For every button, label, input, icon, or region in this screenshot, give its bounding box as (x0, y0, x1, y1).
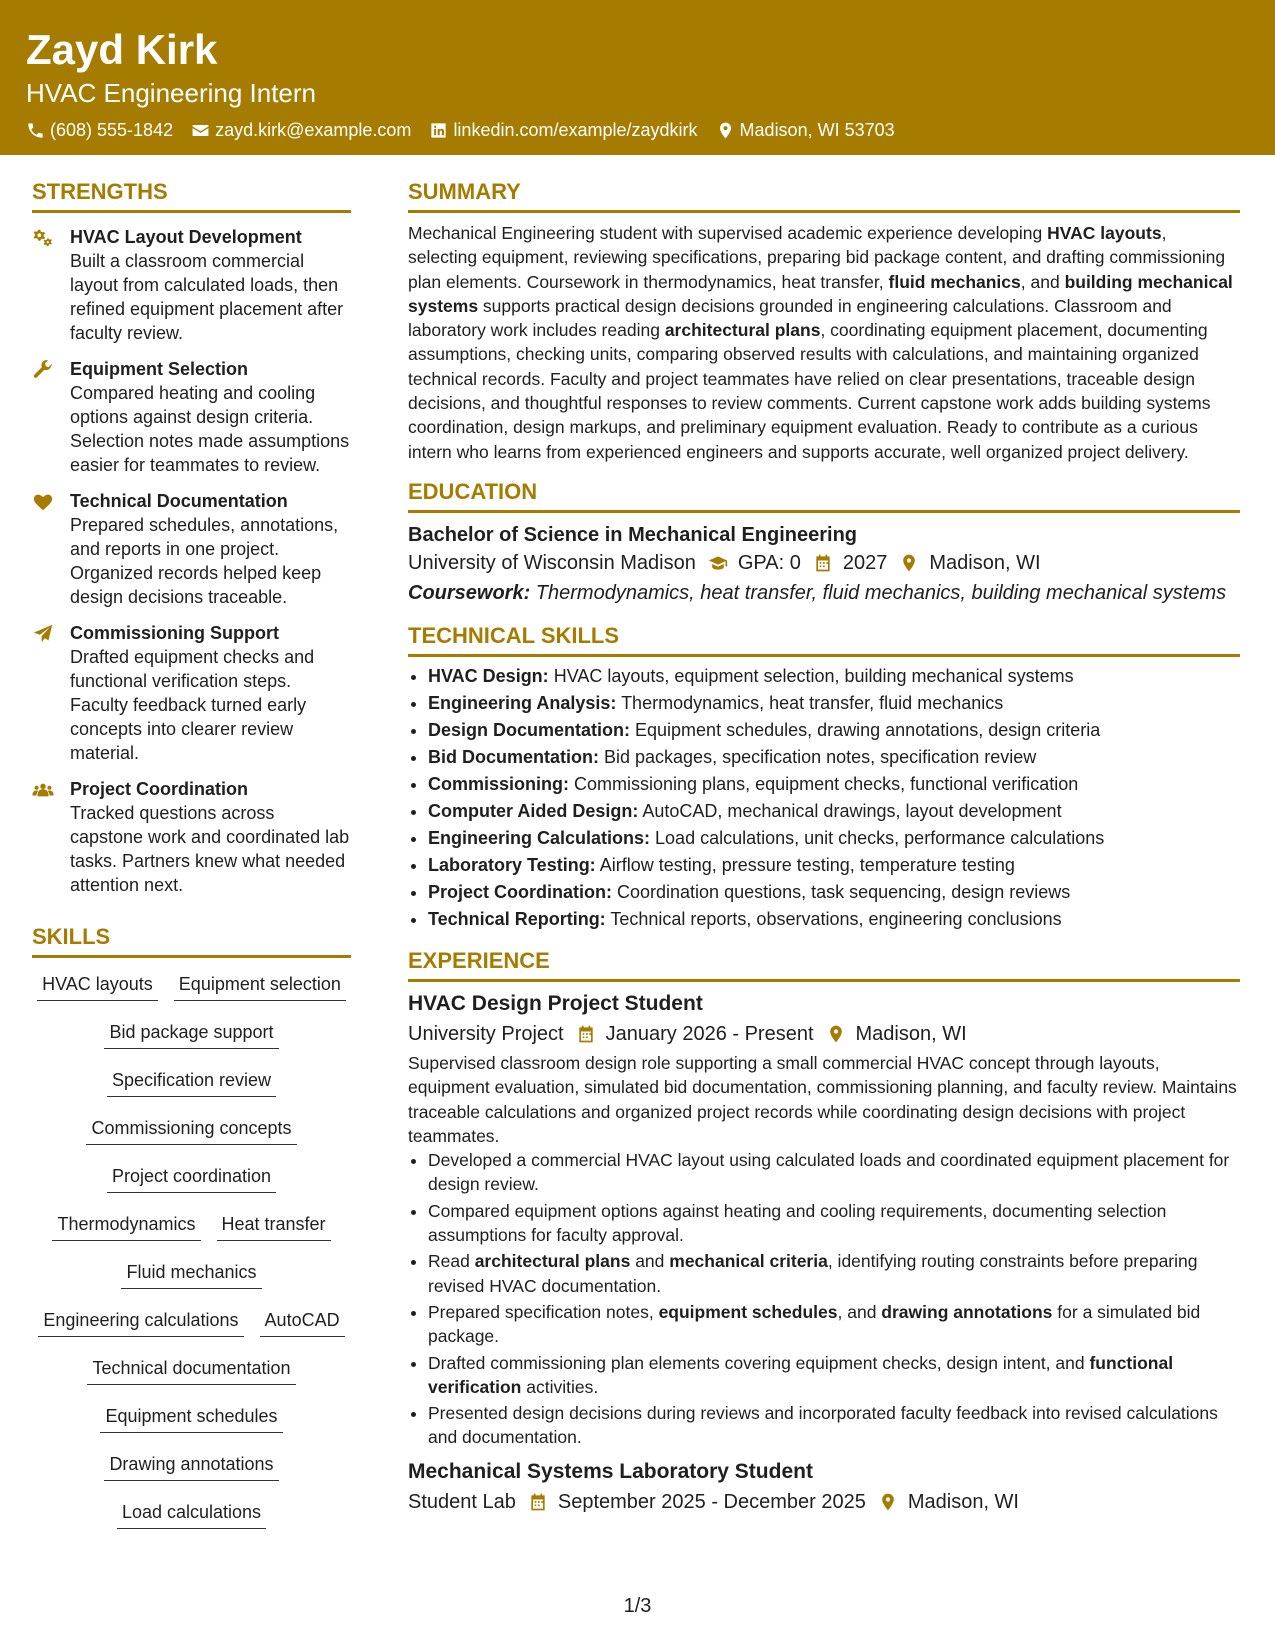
skill-chip: Technical documentation (87, 1352, 295, 1385)
list-item (428, 771, 1240, 798)
skill-text: Airflow testing, pressure testing, temperature testing (595, 854, 1015, 875)
bullet-keyword: functional verification (428, 1352, 1174, 1397)
coursework (408, 578, 1240, 608)
job-location: Madison, WI (907, 1490, 1019, 1513)
calendar-icon (528, 1492, 548, 1512)
strength-desc: Prepared schedules, annotations, and reports in one project. Organized records helped keep design decisions traceable. (70, 515, 339, 607)
left-column (32, 178, 351, 1544)
skill-label: Project Coordination: (428, 881, 612, 902)
list-item (428, 1351, 1240, 1400)
list-item (428, 1401, 1240, 1450)
bullet-text: Compared equipment options against heating and cooling requirements, documenting selection assumptions for faculty approval. (428, 1200, 1167, 1246)
bullet-text: and (630, 1251, 670, 1272)
summary-keyword: HVAC layouts (1047, 223, 1162, 243)
summary-segment: Mechanical Engineering student with supervised academic experience developing (408, 223, 1048, 243)
bullet-text: , identifying routing constraints before preparing revised HVAC documentation. (428, 1251, 1198, 1296)
skill-chip: HVAC layouts (37, 968, 158, 1001)
skill-text: Coordination questions, task sequencing, design reviews (612, 881, 1071, 902)
bullet-text: for a simulated bid package. (428, 1301, 1201, 1347)
skill-label: Engineering Analysis: (428, 692, 617, 713)
skill-text: Technical reports, observations, engineering conclusions (605, 908, 1062, 929)
map-pin-icon (899, 553, 919, 573)
bullet-keyword: equipment schedules (658, 1301, 838, 1322)
skill-text: Bid packages, specification notes, specification review (599, 746, 1037, 767)
skill-chip: Equipment selection (174, 968, 346, 1001)
wrench-icon (32, 359, 54, 381)
summary-text (408, 221, 1240, 464)
strength-desc: Compared heating and cooling options against design criteria. Selection notes made assumptions easier for teammates to review. (70, 383, 350, 475)
map-pin-icon (716, 121, 735, 140)
education-section (408, 478, 1240, 608)
job-dates: September 2025 - December 2025 (557, 1490, 866, 1513)
job-description: Supervised classroom design role supporting a small commercial HVAC concept through layouts, equipment evaluation, simulated bid documentation, commissioning planning, and faculty review. Maintains traceable calculations and organized project records while coordinating design decisions with project teammates. (408, 1052, 1237, 1146)
job-dates: January 2026 - Present (605, 1022, 814, 1045)
contact-linkedin[interactable] (429, 118, 697, 142)
list-item (428, 1300, 1240, 1349)
skills-heading: SKILLS (32, 923, 351, 958)
list-item (428, 879, 1240, 906)
list-item (428, 825, 1240, 852)
strength-item (32, 357, 351, 477)
list-item (428, 852, 1240, 879)
summary-segment: supports practical design decisions grounded in engineering calculations. Classroom and laboratory work includes reading (408, 295, 1172, 341)
skill-text: Equipment schedules, drawing annotations, design criteria (630, 719, 1101, 740)
strength-title: Equipment Selection (70, 359, 249, 379)
strength-item (32, 225, 351, 345)
strength-desc: Tracked questions across capstone work and coordinated lab tasks. Partners knew what needed attention next. (70, 803, 350, 895)
map-pin-icon (826, 1024, 846, 1044)
experience-section (408, 947, 1240, 1517)
bullet-keyword: mechanical criteria (669, 1251, 828, 1272)
skill-chip: Engineering calculations (38, 1304, 243, 1337)
job-org: University Project (408, 1022, 564, 1045)
bullet-text: Developed a commercial HVAC layout using calculated loads and coordinated equipment placement for design review. (428, 1150, 1230, 1195)
skill-label: Commissioning: (428, 773, 570, 794)
summary-keyword: architectural plans (664, 320, 821, 341)
gears-icon (32, 227, 54, 249)
list-item (428, 1148, 1240, 1197)
skill-text: Load calculations, unit checks, performance calculations (650, 827, 1105, 848)
strength-item (32, 489, 351, 609)
strength-title: HVAC Layout Development (70, 227, 302, 247)
summary-segment: , coordinating equipment placement, documenting assumptions, checking units, comparing observed results with calculations, and maintaining organized technical records. Faculty and project teammates have relied on clear presentations, traceable design decisions, and thoughtful responses to review comments. Current capstone work adds building systems coordination, design markups, and preliminary equipment evaluation. Ready to contribute as a curious intern who learns from experienced engineers and supports accurate, well organized project delivery. (408, 320, 1211, 462)
summary-segment: , selecting equipment, reviewing specifications, preparing bid package content, and drafting commissioning plan elements. Coursework in thermodynamics, heat transfer, (408, 223, 1226, 292)
skill-text: HVAC layouts, equipment selection, building mechanical systems (548, 665, 1074, 686)
envelope-icon (191, 121, 210, 140)
list-item (428, 690, 1240, 717)
summary-segment: , and (1020, 271, 1065, 292)
skill-chip: Specification review (107, 1064, 276, 1097)
technical-skills-list (408, 663, 1240, 933)
bullet-text: Read (428, 1251, 475, 1272)
candidate-name: Zayd Kirk (26, 26, 218, 73)
contact-email[interactable] (191, 118, 411, 142)
job-location: Madison, WI (855, 1022, 967, 1045)
strength-item (32, 621, 351, 765)
skill-chip: Drawing annotations (104, 1448, 278, 1481)
linkedin-text: linkedin.com/example/zaydkirk (453, 120, 698, 140)
phone-icon (26, 121, 45, 140)
coursework-list: Thermodynamics, heat transfer, fluid mechanics, building mechanical systems (530, 581, 1227, 604)
list-item (428, 798, 1240, 825)
bullet-text: Drafted commissioning plan elements covering equipment checks, design intent, and (428, 1352, 1090, 1373)
skill-label: Design Documentation: (428, 719, 631, 740)
education-heading: EDUCATION (408, 478, 1240, 513)
coursework-label: Coursework: (408, 581, 531, 604)
gpa-text: GPA: 0 (737, 551, 801, 574)
contact-location (716, 118, 895, 142)
skills-list (32, 968, 351, 1544)
skill-text: Commissioning plans, equipment checks, functional verification (569, 773, 1079, 794)
skill-chip: Load calculations (117, 1496, 266, 1529)
bullet-keyword: architectural plans (474, 1251, 631, 1272)
linkedin-icon (429, 121, 448, 140)
job-meta (408, 1019, 1240, 1049)
bullet-text: activities. (521, 1376, 599, 1397)
grad-year: 2027 (842, 551, 888, 574)
email-text: zayd.kirk@example.com (215, 120, 412, 140)
strengths-heading: STRENGTHS (32, 178, 351, 213)
map-pin-icon (878, 1492, 898, 1512)
heart-icon (32, 491, 54, 513)
phone-text: (608) 555-1842 (50, 120, 174, 140)
technical-skills-heading: TECHNICAL SKILLS (408, 622, 1240, 657)
list-item (428, 906, 1240, 933)
strength-desc: Drafted equipment checks and functional verification steps. Faculty feedback turned early concepts into clearer review material. (70, 647, 315, 763)
skill-chip: Project coordination (107, 1160, 276, 1193)
list-item (428, 744, 1240, 771)
calendar-icon (813, 553, 833, 573)
bullet-text: Prepared specification notes, (428, 1301, 659, 1322)
paper-plane-icon (32, 623, 54, 645)
degree-title: Bachelor of Science in Mechanical Engineering (408, 523, 858, 546)
skill-text: Thermodynamics, heat transfer, fluid mechanics (616, 692, 1004, 713)
contact-row (26, 118, 1249, 142)
strength-title: Commissioning Support (70, 623, 279, 643)
skill-label: Bid Documentation: (428, 746, 599, 767)
list-item (428, 1199, 1240, 1248)
job-meta (408, 1487, 1240, 1517)
skill-chip: AutoCAD (260, 1304, 345, 1337)
contact-phone[interactable] (26, 118, 173, 142)
skill-chip: Thermodynamics (52, 1208, 200, 1241)
skill-chip: Heat transfer (217, 1208, 331, 1241)
skill-label: HVAC Design: (428, 665, 549, 686)
page-number: 1/3 (623, 1595, 652, 1617)
strength-title: Project Coordination (70, 779, 249, 799)
skill-label: Technical Reporting: (428, 908, 606, 929)
job-title: HVAC Design Project Student (408, 991, 703, 1015)
list-item (428, 717, 1240, 744)
right-column (408, 178, 1240, 1517)
bullet-text: Presented design decisions during reviews and incorporated faculty feedback into revised calculations and documentation. (428, 1403, 1218, 1448)
bullet-text: , and (837, 1301, 882, 1322)
candidate-role: HVAC Engineering Intern (26, 78, 317, 108)
skill-label: Laboratory Testing: (428, 854, 596, 875)
technical-skills-section (408, 622, 1240, 933)
list-item (428, 1249, 1240, 1298)
experience-heading: EXPERIENCE (408, 947, 1240, 982)
job-title: Mechanical Systems Laboratory Student (408, 1459, 813, 1483)
users-icon (32, 779, 54, 801)
skill-text: AutoCAD, mechanical drawings, layout development (638, 800, 1062, 821)
resume-header (0, 0, 1275, 155)
location-text: Madison, WI 53703 (739, 120, 895, 140)
skill-label: Computer Aided Design: (428, 800, 639, 821)
summary-keyword: fluid mechanics (888, 271, 1021, 292)
strength-desc: Built a classroom commercial layout from calculated loads, then refined equipment placement after faculty review. (70, 251, 344, 343)
list-item (428, 663, 1240, 690)
education-meta (408, 548, 1240, 578)
calendar-icon (576, 1024, 596, 1044)
skill-chip: Equipment schedules (100, 1400, 282, 1433)
summary-heading: SUMMARY (408, 178, 1240, 213)
school-name: University of Wisconsin Madison (408, 551, 696, 574)
skill-chip: Commissioning concepts (86, 1112, 296, 1145)
job-bullets (408, 1148, 1240, 1450)
strength-title: Technical Documentation (70, 491, 288, 511)
school-location: Madison, WI (929, 551, 1041, 574)
skill-label: Engineering Calculations: (428, 827, 651, 848)
job-org: Student Lab (408, 1490, 516, 1513)
skill-chip: Fluid mechanics (121, 1256, 261, 1289)
graduation-cap-icon (708, 553, 728, 573)
skill-chip: Bid package support (104, 1016, 278, 1049)
bullet-keyword: drawing annotations (881, 1301, 1053, 1322)
strength-item (32, 777, 351, 897)
summary-keyword: building mechanical systems (408, 271, 1233, 316)
